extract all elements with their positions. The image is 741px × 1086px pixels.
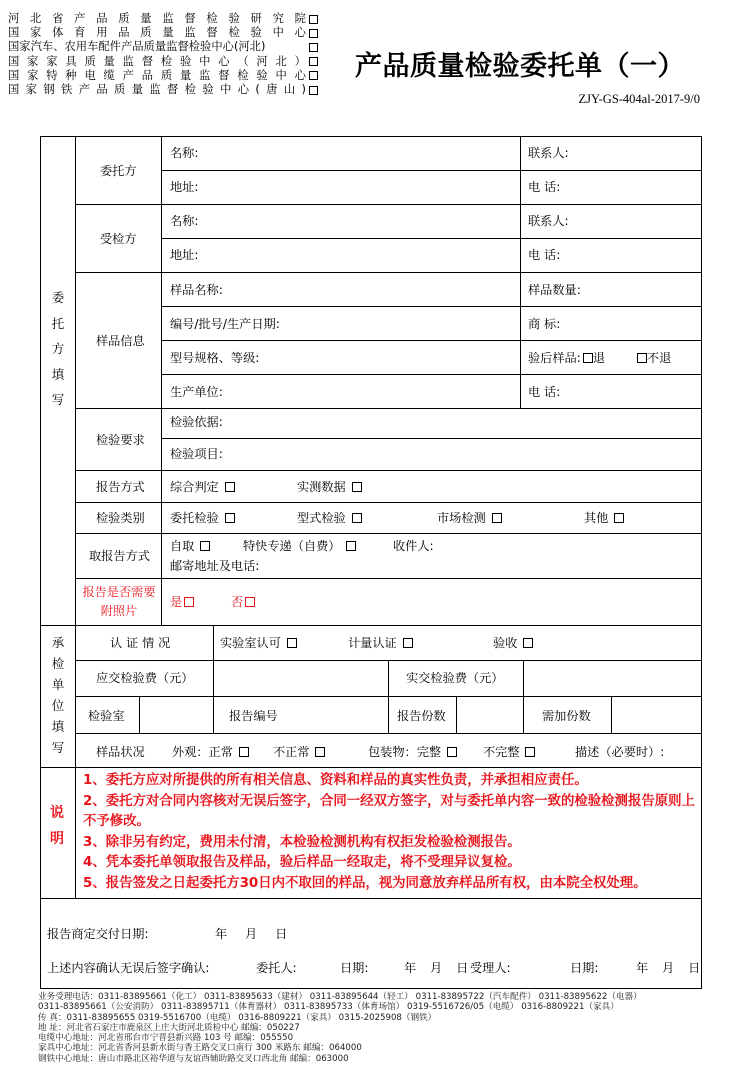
institute-list [8, 12, 318, 97]
photo-yes: 是 [170, 595, 194, 609]
client-date-label: 日期: [340, 961, 369, 975]
entrust-phone-label: 电 话: [528, 180, 561, 194]
institute-line [8, 69, 318, 83]
institute-checkbox[interactable] [309, 43, 318, 52]
institute-checkbox[interactable] [309, 57, 318, 66]
mode-data-checkbox[interactable] [352, 482, 362, 492]
package-incomplete: 不完整 [483, 745, 535, 759]
photo-no-checkbox[interactable] [245, 597, 255, 607]
notes-list [80, 771, 700, 894]
sample-name-label: 样品名称: [170, 283, 223, 297]
type-entrust-checkbox[interactable] [225, 513, 235, 523]
footer-line: 传 真：0311-83895655 0319-5516700（电缆） 0316-8809221（家具） 0315-2025908（钢铁） [38, 1012, 437, 1023]
institute-line [8, 55, 318, 69]
institute-line [8, 40, 318, 54]
serial-label: 编号/批号/生产日期: [170, 317, 280, 331]
client-date-ymd: 年 月 日 [404, 961, 469, 975]
form-number: ZJY-GS-404al-2017-9/0 [578, 92, 700, 106]
fee-paid-label: 实交检验费（元） [406, 671, 504, 685]
model-label: 型号规格、等级: [170, 351, 260, 365]
footer-line: 钢铁中心地址：唐山市路北区裕华道与友谊西辅助路交叉口西北角 邮编：063000 [38, 1053, 349, 1064]
pickup-express-checkbox[interactable] [346, 541, 356, 551]
no-return-checkbox[interactable] [637, 353, 647, 363]
footer-line: 地 址：河北省石家庄市鹿泉区上庄大街河北质检中心 邮编：050227 [38, 1022, 300, 1033]
appearance-normal-checkbox[interactable] [239, 747, 249, 757]
cert-accept-checkbox[interactable] [523, 638, 533, 648]
cert-lab-checkbox[interactable] [287, 638, 297, 648]
institute-name: 国家汽车、农用车配件产品质量监督检验中心(河北) [8, 40, 266, 54]
report-mode-label: 报告方式 [96, 480, 145, 494]
institute-name: 国 家 钢 铁 产 品 质 量 监 督 检 验 中 心 ( 唐 山 ) [8, 83, 306, 97]
photo-question: 报告是否需要附照片 [82, 585, 156, 618]
return-checkbox[interactable] [583, 353, 593, 363]
note-item: 4、凭本委托单领取报告及样品，验后样品一经取走，将不受理异议复检。 [83, 855, 521, 870]
appearance-normal: 外观：正常 [172, 745, 249, 759]
entrust-party-label: 委托方 [100, 164, 137, 178]
type-market: 市场检测 [437, 511, 502, 525]
institute-line [8, 12, 318, 26]
note-item: 3、除非另有约定，费用未付清，本检验检测机构有权拒发检验检测报告。 [83, 834, 521, 850]
report-copies-label: 报告份数 [397, 709, 446, 723]
pickup-express: 特快专递（自费） [243, 539, 356, 553]
after-test-sample: 验后样品: 退 不退 [528, 351, 672, 365]
inspected-phone-label: 电 话: [528, 248, 561, 262]
cert-accept: 验收 [493, 636, 533, 650]
cert-metro: 计量认证 [348, 636, 413, 650]
footer-line: 0311-83895661（公安消防） 0311-83895711（体育器材） 0311-83895733（体育场馆） 0319-5516726/05（电缆） 0316-8809221（家具） [38, 1002, 619, 1013]
note-item: 5、报告签发之日起委托方30日内不取回的样品，视为同意放弃样品所有权，由本院全权处理。 [83, 875, 647, 891]
institute-name: 国 家 特 种 电 缆 产 品 质 量 监 督 检 验 中 心 [8, 68, 306, 82]
brand-label: 商 标: [528, 317, 561, 331]
inspection-req-label: 检验要求 [96, 433, 145, 447]
footer-line: 电缆中心地址：河北省邢台市宁晋县新兴路 103 号 邮编：055550 [38, 1033, 294, 1044]
type-market-checkbox[interactable] [492, 513, 502, 523]
entrust-contact-label: 联系人: [528, 146, 569, 160]
client-sign-label: 委托人: [256, 961, 297, 975]
type-other-checkbox[interactable] [614, 513, 624, 523]
pickup-label: 取报告方式 [89, 549, 150, 563]
producer-phone-label: 电 话: [528, 385, 561, 399]
institute-line [8, 26, 318, 40]
basis-label: 检验依据: [170, 415, 223, 429]
cert-label: 认 证 情 况 [110, 636, 171, 650]
delivery-date-label: 报告商定交付日期: [47, 927, 149, 941]
delivery-ymd: 年 月 日 [215, 927, 288, 941]
institute-line [8, 83, 318, 97]
pickup-self: 自取 [170, 539, 210, 553]
report-no-label: 报告编号 [229, 709, 278, 723]
package-complete: 包装物：完整 [368, 745, 457, 759]
receiver-label: 收件人: [393, 539, 434, 553]
inspected-contact-label: 联系人: [528, 214, 569, 228]
lab-label: 检验室 [88, 709, 125, 723]
sample-state-label: 样品状况 [96, 745, 145, 759]
appearance-abnormal: 不正常 [273, 745, 325, 759]
inspected-party-label: 受检方 [100, 232, 137, 246]
receiver-sign-label: 受理人: [470, 961, 511, 975]
institute-checkbox[interactable] [309, 15, 318, 24]
extra-copies-label: 需加份数 [542, 709, 591, 723]
package-incomplete-checkbox[interactable] [525, 747, 535, 757]
inspected-address-label: 地址: [170, 248, 199, 262]
institute-checkbox[interactable] [309, 29, 318, 38]
institute-checkbox[interactable] [309, 71, 318, 80]
form-title: 产品质量检验委托单（一） [355, 51, 685, 82]
type-entrust: 委托检验 [170, 511, 235, 525]
receiver-date-label: 日期: [570, 961, 599, 975]
note-item: 1、委托方应对所提供的所有相关信息、资料和样品的真实性负责，并承担相应责任。 [83, 773, 588, 788]
mail-addr-label: 邮寄地址及电话: [170, 559, 260, 573]
confirm-label: 上述内容确认无误后签字确认: [47, 961, 210, 975]
appearance-abnormal-checkbox[interactable] [315, 747, 325, 757]
sample-info-label: 样品信息 [96, 334, 145, 348]
pickup-self-checkbox[interactable] [200, 541, 210, 551]
inspection-type-label: 检验类别 [96, 511, 145, 525]
photo-yes-checkbox[interactable] [184, 597, 194, 607]
cert-metro-checkbox[interactable] [403, 638, 413, 648]
institute-name: 国 家 体 育 用 品 质 量 监 督 检 验 中 心 [8, 26, 306, 40]
cert-lab: 实验室认可 [220, 636, 297, 650]
describe-label: 描述（必要时）: [575, 745, 665, 759]
institute-name: 国 家 家 具 质 量 监 督 检 验 中 心 （ 河 北 ） [8, 54, 306, 68]
package-complete-checkbox[interactable] [447, 747, 457, 757]
entrust-address-label: 地址: [170, 180, 199, 194]
footer-line: 业务受理电话：0311-83895661（化工） 0311-83895633（建材） 0311-83895644（轻工） 0311-83895722（汽车配件） 0311-83895622（电器） [38, 992, 642, 1002]
institute-checkbox[interactable] [309, 86, 318, 95]
type-other: 其他 [584, 511, 624, 525]
mode-general-checkbox[interactable] [225, 482, 235, 492]
type-model-checkbox[interactable] [352, 513, 362, 523]
type-model: 型式检验 [297, 511, 362, 525]
note-item: 2、委托方对合同内容核对无误后签字，合同一经双方签字，对与委托单内容一致的检验检测报告原则上不予修改。 [83, 793, 695, 829]
footer-contacts [38, 992, 718, 1064]
client-section-label: 委托方填写 [51, 290, 65, 407]
lab-section-label: 承检单位填写 [51, 635, 65, 755]
footer-line: 家具中心地址：河北省香河县新水街与香王路交叉口南行 300 米路东 邮编：064000 [38, 1043, 362, 1054]
notes-label: 说明 [50, 805, 64, 847]
institute-name: 河 北 省 产 品 质 量 监 督 检 验 研 究 院 [8, 12, 306, 25]
items-label: 检验项目: [170, 447, 223, 461]
sample-qty-label: 样品数量: [528, 283, 581, 297]
mode-data: 实测数据 [297, 480, 362, 494]
receiver-date-ymd: 年 月 日 [636, 961, 701, 975]
fee-due-label: 应交检验费（元） [96, 671, 194, 685]
entrust-name-label: 名称: [170, 146, 199, 160]
mode-general: 综合判定 [170, 480, 235, 494]
inspected-name-label: 名称: [170, 214, 199, 228]
producer-label: 生产单位: [170, 385, 223, 399]
photo-no: 否 [231, 595, 255, 609]
